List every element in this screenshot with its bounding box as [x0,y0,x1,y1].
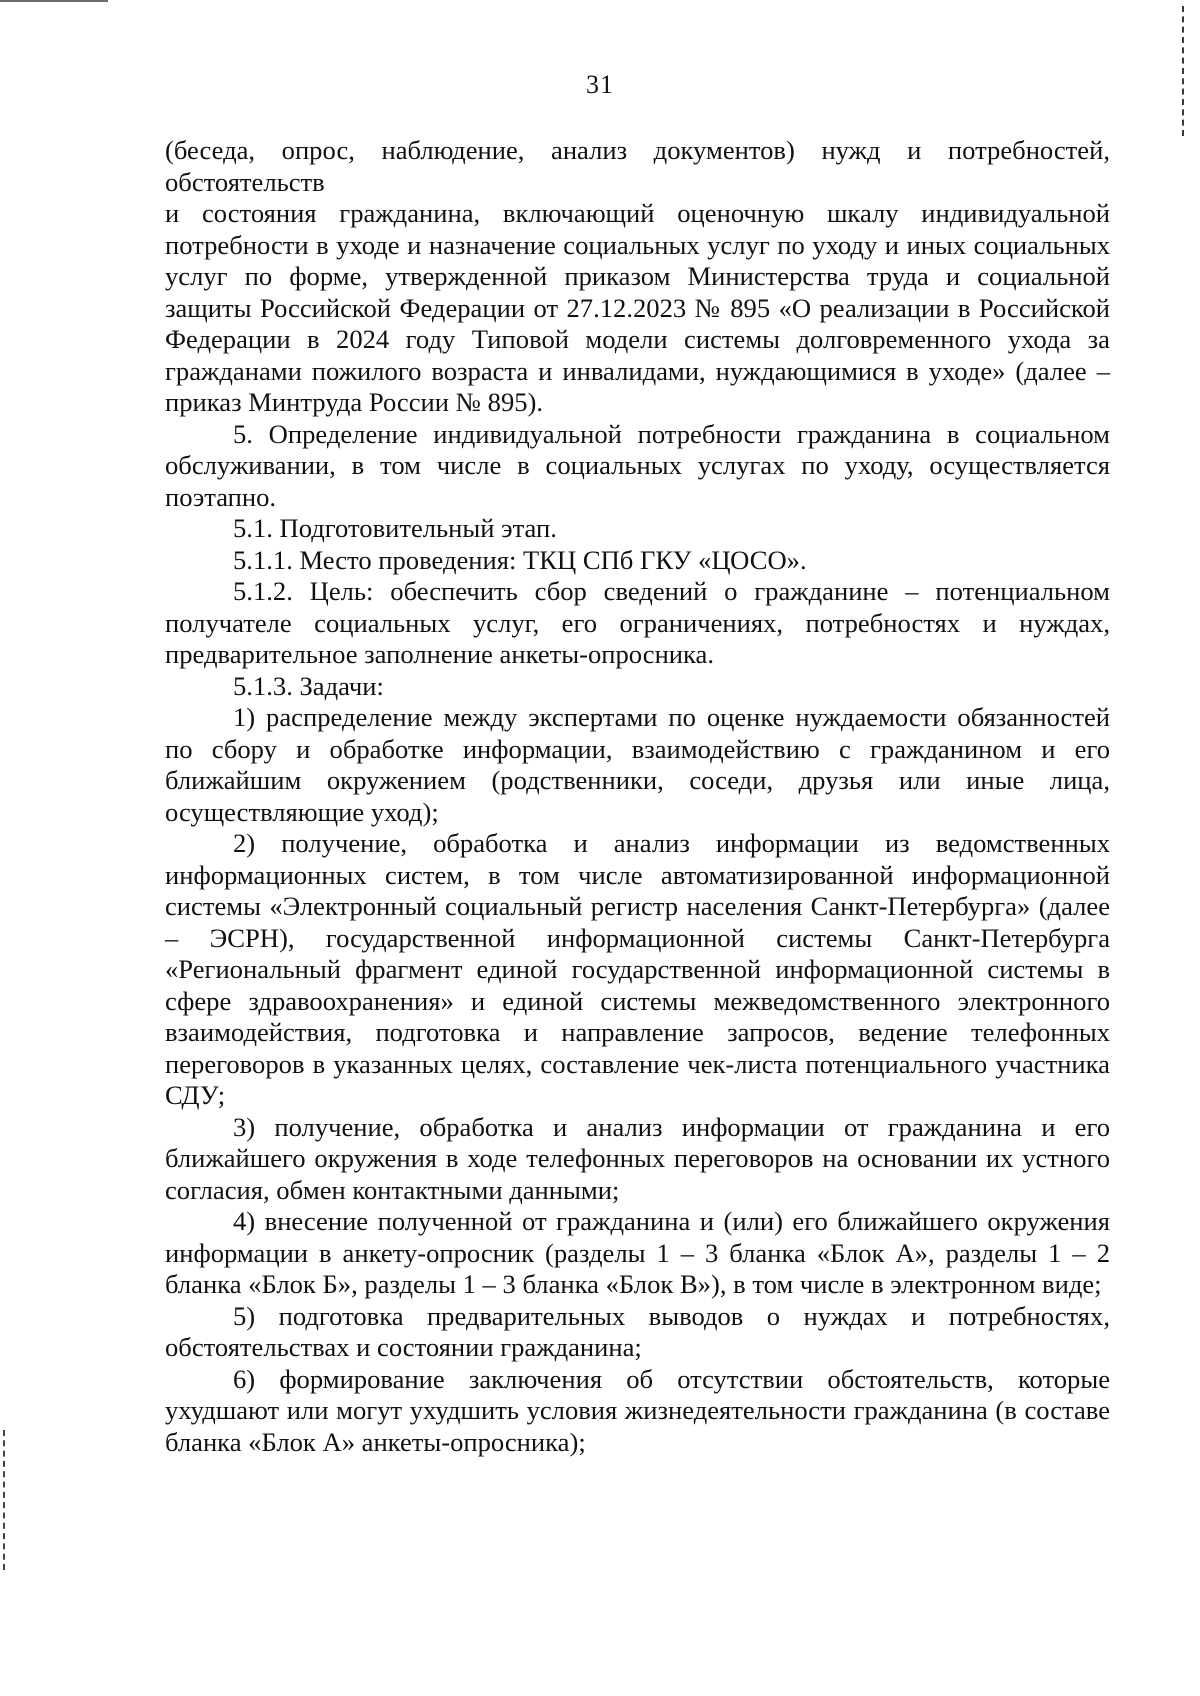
paragraph: (беседа, опрос, наблюдение, анализ документов) нужд и потребностей, обстоятельств [165,135,1110,197]
paragraph: и состояния гражданина, включающий оценочную шкалу индивидуальной потребности в уходе и назначение социальных услуг по уходу и иных социальных услуг по форме, утвержденной приказом Министерства труда и социальной защиты Российской Федерации от 27.12.2023 № 895 «О реализации в Российской Федерации в 2024 году Типовой модели системы долговременного ухода за гражданами пожилого возраста и инвалидами, нуждающимися в уходе» (далее – приказ Минтруда России № 895). [165,198,1110,417]
paragraph-section-5-1: 5.1. Подготовительный этап. [233,513,557,543]
paragraph-section-5-1-2: 5.1.2. Цель: обеспечить сбор сведений о гражданине – потенциальном получателе социальных услуг, его ограничениях, потребностях и нуждах, предварительное заполнение анкеты-опросника. [165,576,1110,669]
list-item-task-3: 3) получение, обработка и анализ информации от гражданина и его ближайшего окружения в ходе телефонных переговоров на основании их устного согласия, обмен контактными данными; [165,1111,1110,1205]
document-body [165,135,1110,1458]
paragraph-section-5-1-3: 5.1.3. Задачи: [233,670,384,701]
list-item-task-6: 6) формирование заключения об отсутствии обстоятельств, которые ухудшают или могут ухудшить условия жизнедеятельности гражданина (в составе бланка «Блок А» анкеты-опросника); [165,1363,1110,1457]
list-item-task-2: 2) получение, обработка и анализ информации из ведомственных информационных систем, в том числе автоматизированной информационной системы «Электронный социальный регистр населения Санкт-Петербурга» (далее – ЭСРН), государственной информационной системы Санкт-Петербурга «Региональный фрагмент единой государственной информационной системы в сфере здравоохранения» и единой системы межведомственного электронного взаимодействия, подготовка и направление запросов, ведение телефонных переговоров в указанных целях, составление чек-листа потенциального участника СДУ; [165,828,1110,1110]
paragraph-section-5: 5. Определение индивидуальной потребности гражданина в социальном обслуживании, в том числе в социальных услугах по уходу, осуществляется поэтапно. [165,418,1110,512]
scan-edge-mark-left [3,1430,7,1570]
list-item-task-5: 5) подготовка предварительных выводов о нуждах и потребностях, обстоятельствах и состоянии гражданина; [165,1300,1110,1362]
paragraph-section-5-1-1: 5.1.1. Место проведения: ТКЦ СПб ГКУ «ЦОСО». [233,544,807,575]
scan-edge-mark-top [0,0,108,2]
page-number: 31 [586,70,614,99]
list-item-task-1: 1) распределение между экспертами по оценке нуждаемости обязанностей по сбору и обработке информации, взаимодействию с гражданином и его ближайшим окружением (родственники, соседи, друзья или иные лица, осуществляющие уход); [165,702,1110,827]
list-item-task-4: 4) внесение полученной от гражданина и (или) его ближайшего окружения информации в анкету-опросник (разделы 1 – 3 бланка «Блок А», разделы 1 – 2 бланка «Блок Б», разделы 1 – 3 бланка «Блок В»), в том числе в электронном виде; [165,1206,1110,1299]
